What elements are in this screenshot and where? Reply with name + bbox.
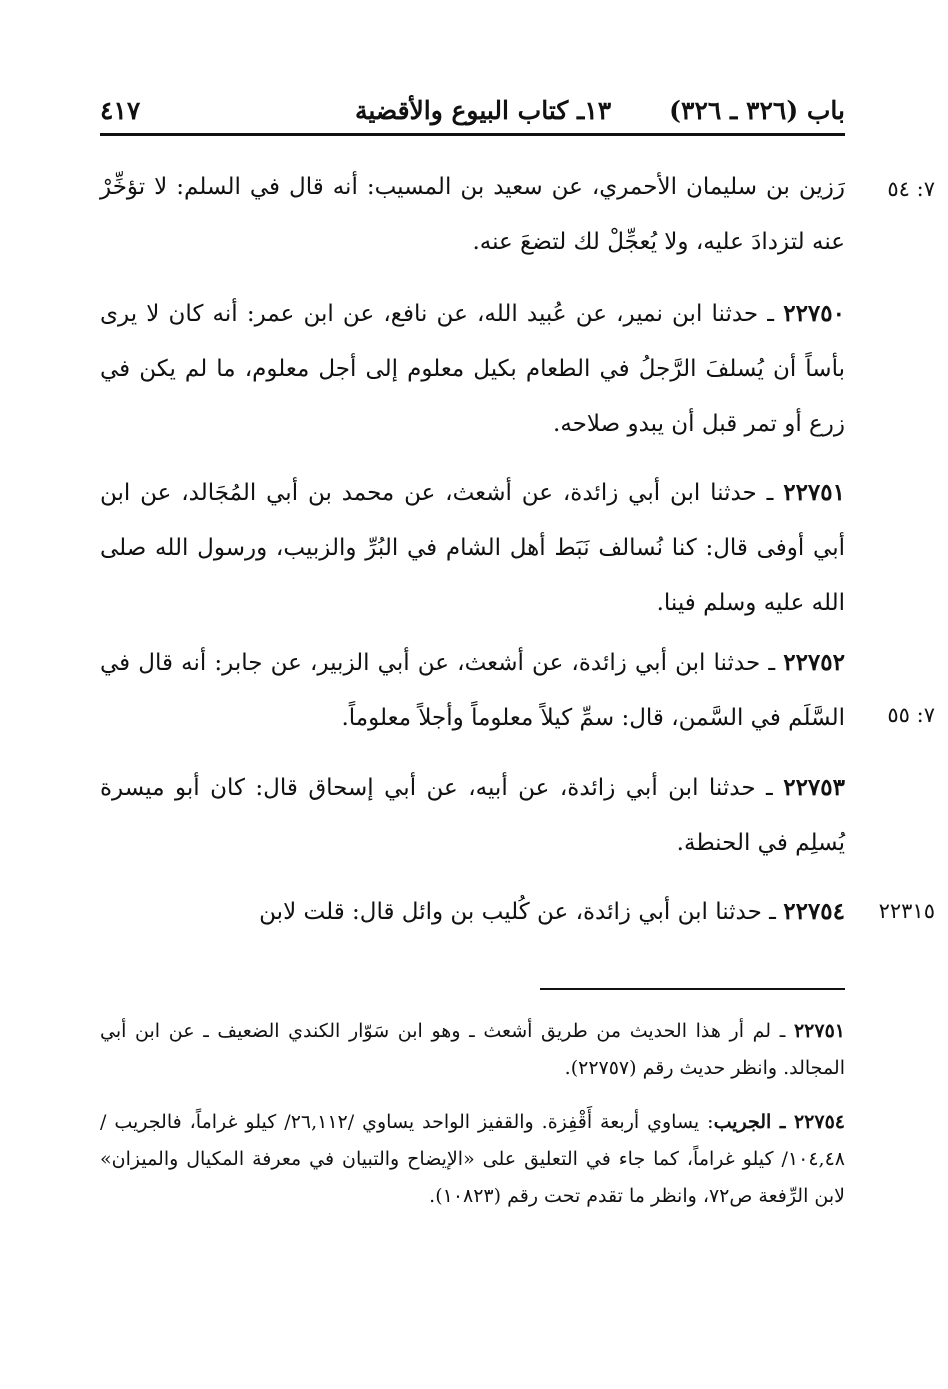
hadith-text: ـ حدثنا ابن أبي زائدة، عن أشعث، عن محمد بن أبي المُجَالد، عن ابن أبي أوفى قال: كنا نُسالف نَبَط أهل الشام في البُرِّ والزبيب، ورسول الله صلى الله عليه وسلم فينا. xyxy=(100,480,845,616)
footnote xyxy=(100,1013,845,1087)
hadith-entry xyxy=(100,884,845,940)
header-divider xyxy=(100,133,845,136)
hadith-number: ٢٢٧٥٣ xyxy=(783,774,845,801)
hadith-text: ـ حدثنا ابن نمير، عن عُبيد الله، عن نافع، عن ابن عمر: أنه كان لا يرى بأساً أن يُسلفَ الرَّجلُ في الطعام بكيل معلوم إلى أجل معلوم، ما لم يكن في زرع أو تمر قبل أن يبدو صلاحه. xyxy=(100,301,845,437)
footnote-number: ٢٢٧٥٤ xyxy=(793,1111,845,1133)
hadith-number: ٢٢٧٥٤ xyxy=(783,898,845,925)
hadith-entry xyxy=(100,286,845,452)
footnote-text: : يساوي أربعة أَقْفِزة. والقفيز الواحد يساوي /٢٦,١١٢/ كيلو غراماً، فالجريب /١٠٤,٤٨/ كيلو غراماً، كما جاء في التعليق على «الإيضاح والتبيان في معرفة المكيال والميزان» لابن الرِّفعة ص٧٢، وانظر ما تقدم تحت رقم (١٠٨٢٣). xyxy=(100,1111,845,1207)
hadith-text: ـ حدثنا ابن أبي زائدة، عن كُليب بن وائل قال: قلت لابن xyxy=(259,899,784,925)
hadith-number: ٢٢٧٥٢ xyxy=(783,649,845,676)
hadith-text: ـ حدثنا ابن أبي زائدة، عن أبيه، عن أبي إسحاق قال: كان أبو ميسرة يُسلِم في الحنطة. xyxy=(100,775,845,856)
hadith-entry xyxy=(100,635,845,746)
hadith-entry xyxy=(100,760,845,871)
book-heading: ١٣ـ كتاب البيوع والأقضية xyxy=(354,95,612,125)
hadith-number: ٢٢٧٥١ xyxy=(783,479,845,506)
page-number: ٤١٧ xyxy=(100,95,141,125)
header-title-group xyxy=(355,96,845,125)
hadith-number: ٢٢٧٥٠ xyxy=(783,300,845,327)
footnote xyxy=(100,1104,845,1215)
page-header xyxy=(100,86,845,134)
hadith-text: رَزين بن سليمان الأحمري، عن سعيد بن المسيب: أنه قال في السلم: لا تؤخِّرْ عنه لتزدادَ عليه، ولا يُعجِّلْ لك لتضعَ عنه. xyxy=(100,174,845,255)
chapter-heading: باب (٣٢٦ ـ ٣٢٦) xyxy=(669,95,845,125)
footnote-text: ـ لم أر هذا الحديث من طريق أشعث ـ وهو ابن سَوّار الكندي الضعيف ـ عن ابن أبي المجالد. وانظر حديث رقم (٢٢٧٥٧). xyxy=(100,1020,845,1079)
margin-reference: ٢٢٣١٥ xyxy=(878,899,935,923)
hadith-entry xyxy=(100,465,845,631)
footnote-divider xyxy=(540,988,845,990)
margin-reference: ٧: ٥٤ xyxy=(887,177,935,201)
footnote-number: ٢٢٧٥١ xyxy=(793,1020,845,1042)
hadith-text: ـ حدثنا ابن أبي زائدة، عن أشعث، عن أبي الزبير، عن جابر: أنه قال في السَّلَم في السَّمن، قال: سمِّ كيلاً معلوماً وأجلاً معلوماً. xyxy=(100,650,845,731)
margin-reference: ٧: ٥٥ xyxy=(887,703,935,727)
hadith-entry xyxy=(100,160,845,270)
footnote-term: ـ الجريب xyxy=(713,1111,794,1133)
